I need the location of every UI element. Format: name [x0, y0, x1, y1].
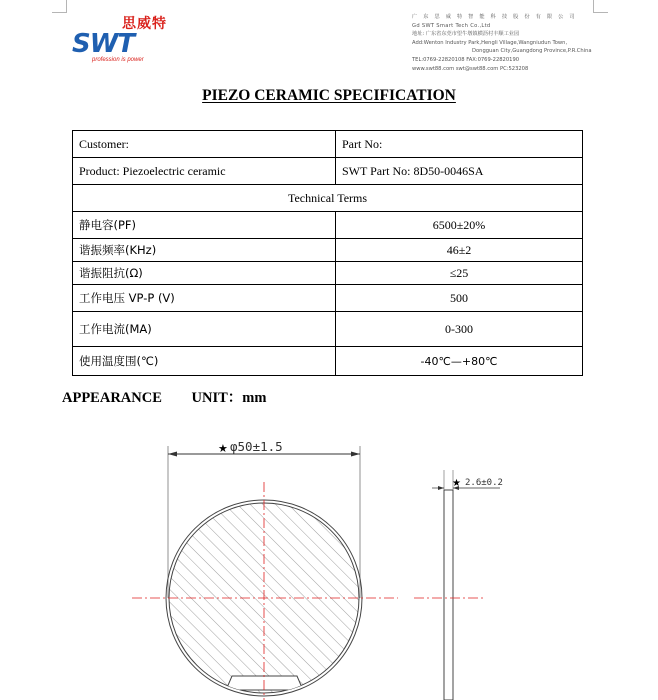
spec-value-resonant-frequency: 46±2	[336, 239, 583, 262]
company-name-en: Gd SWT Smart Tech Co.,Ltd	[412, 22, 491, 29]
unit-label: UNIT：mm	[191, 390, 267, 406]
spec-name-resonant-frequency: 谐振频率(KHz)	[73, 239, 336, 262]
disc-side-view	[414, 470, 500, 700]
spec-name-working-current: 工作电流(MA)	[73, 312, 336, 347]
product-cell: Product: Piezoelectric ceramic	[73, 158, 336, 185]
technical-terms-header: Technical Terms	[73, 185, 583, 212]
spec-value-temperature-range: -40℃—+80℃	[336, 347, 583, 376]
diameter-dimension-label: φ50±1.5	[230, 439, 283, 454]
side-view-body	[444, 490, 453, 700]
company-address-en-1: Add:Wenton Industry Park,Hengli Village,Wangniudun Town,	[412, 39, 568, 46]
company-web-email: www.swt88.com swt@swt88.com PC:523208	[412, 65, 529, 72]
spec-value-capacitance: 6500±20%	[336, 212, 583, 239]
spec-name-resonant-impedance: 谐振阻抗(Ω)	[73, 262, 336, 285]
dim-arrow-right	[351, 452, 360, 457]
appearance-label: APPEARANCE	[62, 390, 162, 406]
thickness-dimension-label: 2.6±0.2	[465, 478, 503, 488]
spec-name-temperature-range: 使用温度围(℃)	[73, 347, 336, 376]
swt-part-no-cell: SWT Part No: 8D50-0046SA	[336, 158, 583, 185]
spec-name-capacitance: 静电容(PF)	[73, 212, 336, 239]
customer-cell: Customer:	[73, 131, 336, 158]
spec-value-working-current: 0-300	[336, 312, 583, 347]
thickness-star-icon: ★	[452, 478, 461, 489]
company-phone-fax: TEL:0769-22820108 FAX:0769-22820190	[412, 56, 520, 63]
spec-value-resonant-impedance: ≤25	[336, 262, 583, 285]
logo-chinese-name: 思威特	[122, 16, 167, 32]
part-no-cell: Part No:	[336, 131, 583, 158]
electrode-notch	[226, 676, 303, 690]
company-address-cn: 地址: 广东省东莞市望牛墩镇横沥村丰顺工业园	[412, 31, 520, 38]
company-name-cn: 广 东 思 威 特 智 能 科 技 股 份 有 限 公 司	[412, 14, 577, 20]
thickness-arrow-left	[438, 486, 444, 490]
spec-name-working-voltage: 工作电压 VP-P (V)	[73, 285, 336, 312]
logo-tagline: profession is power	[92, 57, 144, 63]
dim-arrow-left	[168, 452, 177, 457]
spec-value-working-voltage: 500	[336, 285, 583, 312]
logo-wordmark: SWT	[72, 29, 135, 59]
disc-front-view	[132, 446, 398, 700]
diameter-star-icon: ★	[218, 443, 228, 455]
company-address-en-2: Dongguan City,Guangdong Province,P.R.China	[472, 48, 592, 55]
page-title-text: PIEZO CERAMIC SPECIFICATION	[202, 87, 456, 104]
